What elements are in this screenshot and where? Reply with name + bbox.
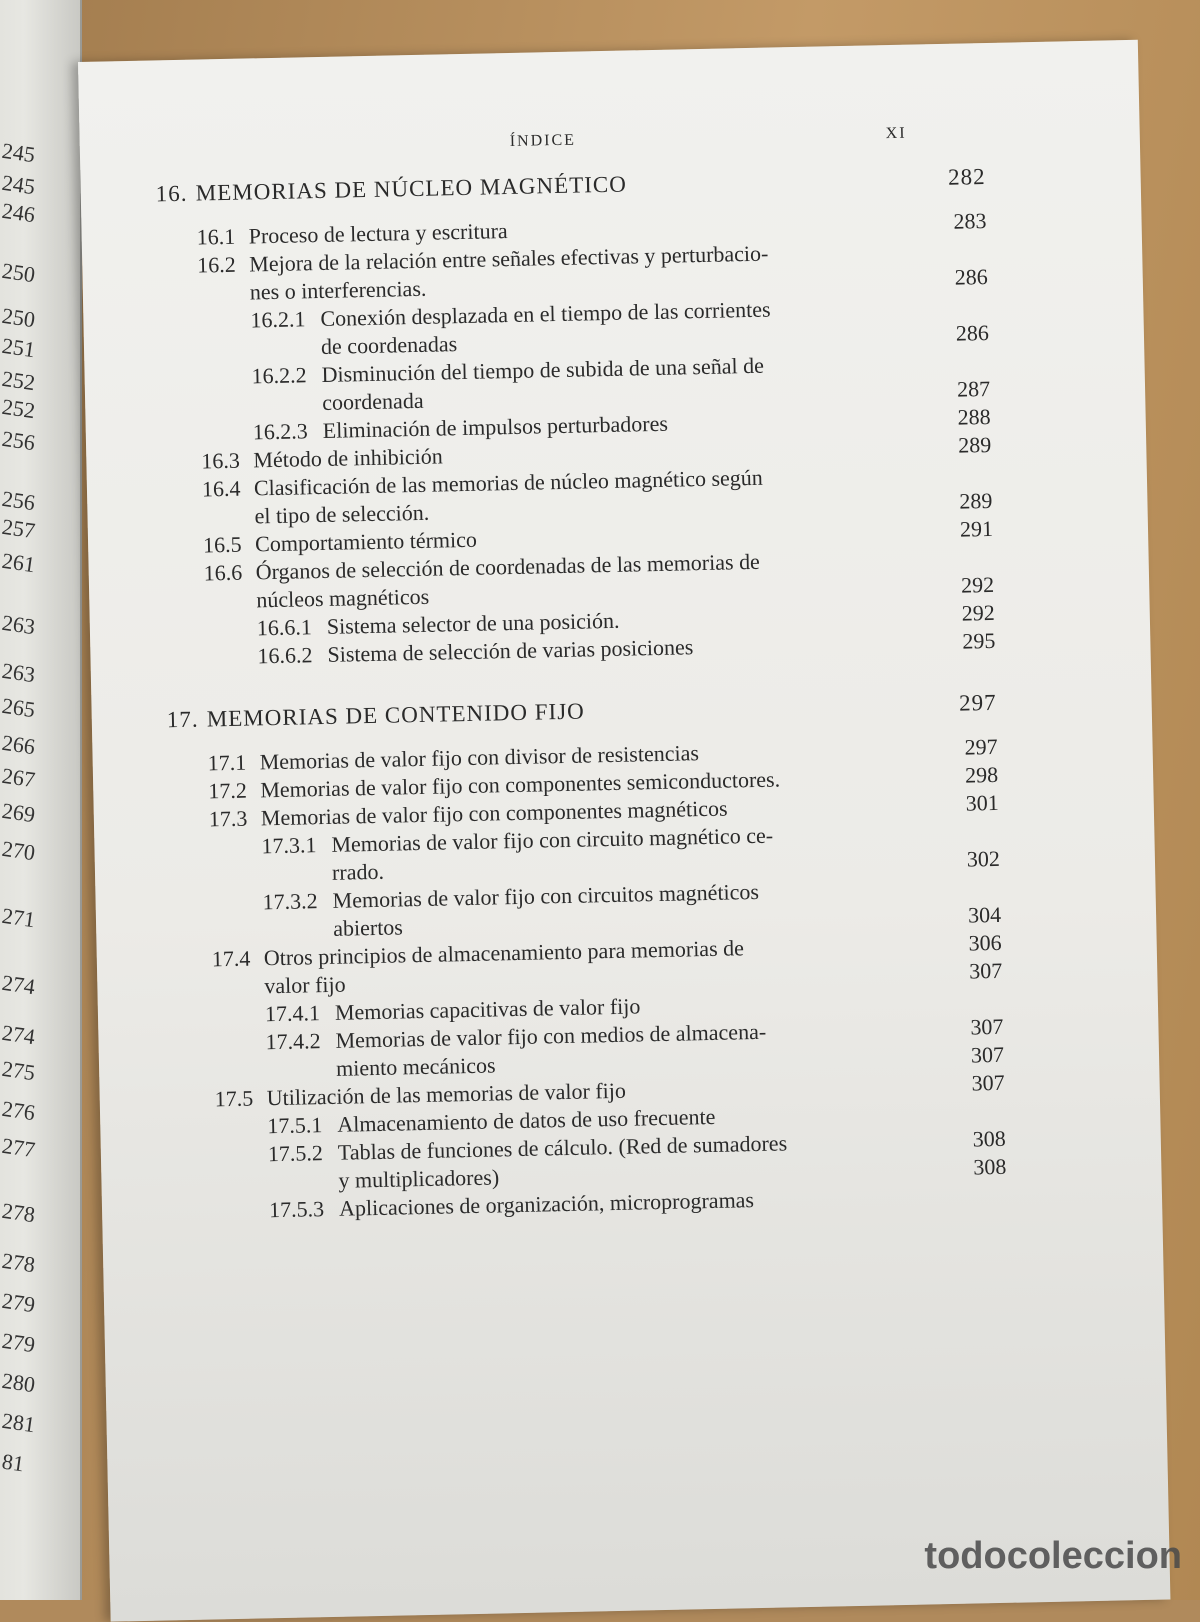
margin-page-number: 250	[0, 302, 37, 333]
toc-title: Memorias de valor fijo con componentes magnéticos	[260, 795, 728, 831]
toc-title: nes o interferencias.	[249, 275, 427, 305]
toc-number: 17.5.3	[268, 1196, 325, 1223]
toc-page-number: 283	[953, 208, 987, 234]
toc-title: Proceso de lectura y escritura	[248, 218, 508, 249]
toc-page-number: 302	[966, 845, 1001, 872]
margin-page-number: 250	[0, 257, 37, 288]
folio: XI	[885, 124, 907, 143]
toc-section	[174, 1069, 1005, 1112]
toc-title: núcleos magnéticos	[256, 583, 430, 613]
toc-page-number: 307	[968, 957, 1003, 984]
toc-title: y multiplicadores)	[338, 1164, 500, 1193]
toc-title: Disminución del tiempo de subida de una señal de	[321, 352, 765, 387]
watermark-logo: todocoleccion	[924, 1535, 1182, 1577]
toc-number: 16.4	[201, 475, 241, 502]
toc-title: abiertos	[332, 914, 404, 941]
toc-page-number: 287	[956, 375, 991, 402]
toc-number: 16.5	[202, 531, 242, 558]
toc-page-number: 286	[955, 319, 990, 346]
toc-number: 17.2	[208, 777, 248, 804]
toc-title: Utilización de las memorias de valor fijo	[266, 1077, 627, 1111]
toc-title: Comportamiento térmico	[254, 526, 478, 557]
toc-number: 17.3.2	[262, 888, 318, 915]
toc-number: 16.2.2	[251, 362, 307, 389]
toc-page-number: 289	[959, 487, 993, 514]
toc-title: Mejora de la relación entre señales efectivas y perturbacio-	[249, 240, 769, 277]
toc-number: 16.	[155, 180, 188, 207]
toc-title: Sistema de selección de varias posiciones	[327, 634, 694, 667]
margin-page-number: 256	[0, 485, 37, 516]
margin-page-number: 261	[0, 547, 37, 578]
margin-page-number: 276	[0, 1095, 37, 1126]
toc-title: de coordenadas	[320, 331, 458, 359]
margin-page-number: 275	[0, 1055, 37, 1086]
margin-page-number: 252	[0, 365, 37, 396]
toc-page-number: 282	[947, 164, 986, 190]
toc-number: 16.2.3	[252, 418, 309, 445]
toc-number: 17.1	[207, 749, 247, 776]
toc-number: 17.4	[211, 945, 251, 972]
toc-title: Método de inhibición	[253, 443, 444, 473]
toc-number: 17.5.2	[267, 1140, 324, 1167]
toc-page-number: 304	[967, 901, 1002, 928]
toc-number: 17.	[166, 706, 199, 733]
toc-title: Órganos de selección de coordenadas de las memorias de	[255, 548, 761, 585]
toc-page-number: 291	[959, 515, 994, 542]
toc-number: 16.2	[197, 251, 237, 278]
previous-page-edge	[0, 0, 82, 1600]
toc-title: Clasificación de las memorias de núcleo magnético según	[253, 464, 763, 501]
running-title: ÍNDICE	[509, 131, 577, 150]
margin-page-number: 270	[0, 835, 37, 866]
margin-page-number: 274	[0, 969, 37, 1000]
toc-page-number: 286	[954, 263, 988, 290]
toc-page-number: 289	[957, 431, 992, 458]
toc-number: 16.3	[201, 447, 241, 474]
toc-page-number: 295	[962, 627, 996, 654]
toc-subsection	[177, 1181, 987, 1223]
toc-title: MEMORIAS DE NÚCLEO MAGNÉTICO	[195, 171, 628, 206]
toc-subsection	[159, 347, 969, 389]
toc-number: 16.6.2	[257, 642, 313, 669]
margin-page-number: 256	[0, 425, 37, 456]
margin-page-number: 281	[0, 1407, 37, 1438]
toc-title: coordenada	[321, 387, 424, 415]
toc-page-number: 306	[968, 929, 1002, 956]
toc-title: Memorias de valor fijo con circuitos magnéticos	[332, 878, 760, 913]
toc-number: 16.1	[196, 223, 236, 250]
margin-page-number: 257	[0, 513, 37, 544]
toc-title: miento mecánicos	[335, 1052, 496, 1081]
toc-page-number: 292	[961, 599, 995, 626]
toc-number: 16.6	[203, 559, 243, 586]
toc-number: 17.5	[214, 1085, 254, 1112]
toc-title: Tablas de funciones de cálculo. (Red de sumadores	[337, 1130, 788, 1165]
margin-page-number: 266	[0, 729, 37, 760]
toc-subsection	[170, 873, 980, 915]
toc-page-number: 307	[970, 1013, 1004, 1040]
margin-page-number: 277	[0, 1132, 37, 1163]
margin-page-number: 279	[0, 1327, 37, 1358]
margin-page-number: 263	[0, 609, 37, 640]
toc-title: Eliminación de impulsos perturbadores	[322, 410, 669, 443]
previous-page-numbers	[0, 0, 37, 1600]
margin-page-number: 245	[0, 169, 37, 200]
margin-page-number: 278	[0, 1197, 37, 1228]
margin-page-number: 280	[0, 1367, 37, 1398]
toc-number: 16.6.1	[256, 614, 313, 641]
toc-number: 17.5.1	[267, 1112, 323, 1139]
margin-page-number: 274	[0, 1019, 37, 1050]
toc-page-number: 307	[970, 1041, 1005, 1068]
toc-section	[156, 207, 987, 250]
toc-number: 17.4.1	[264, 1000, 321, 1027]
toc-title: Memorias capacitivas de valor fijo	[334, 993, 641, 1025]
toc-chapter	[166, 689, 997, 733]
toc-title: Memorias de valor fijo con medios de almacena-	[335, 1018, 767, 1053]
toc-number: 17.3	[208, 805, 248, 832]
margin-page-number: 246	[0, 197, 37, 228]
toc-number: 17.3.1	[261, 832, 317, 859]
toc-title: rrado.	[331, 858, 385, 885]
toc-page-number: 301	[965, 789, 999, 816]
toc-page-number: 292	[960, 571, 995, 598]
toc-title: Memorias de valor fijo con componentes semiconductores.	[260, 766, 781, 803]
margin-page-number: 279	[0, 1287, 37, 1318]
book-page	[78, 40, 1170, 1622]
toc-number: 16.2.1	[250, 306, 306, 333]
margin-page-number: 245	[0, 137, 37, 168]
margin-page-number: 81	[0, 1448, 26, 1477]
toc-title: Sistema selector de una posición.	[326, 607, 620, 639]
margin-page-number: 263	[0, 657, 37, 688]
toc-page-number: 297	[964, 733, 998, 760]
toc-title: Memorias de valor fijo con divisor de resistencias	[259, 740, 700, 775]
toc-title: Otros principios de almacenamiento para memorias de	[263, 935, 745, 971]
margin-page-number: 265	[0, 692, 37, 723]
toc-title: el tipo de selección.	[254, 499, 430, 529]
toc-page-number: 288	[957, 403, 991, 430]
margin-page-number: 251	[0, 332, 37, 363]
toc-title: Aplicaciones de organización, microprogramas	[338, 1187, 755, 1221]
toc-number: 17.4.2	[265, 1028, 321, 1055]
toc-title: Almacenamiento de datos de uso frecuente	[337, 1103, 716, 1137]
toc-page-number: 298	[964, 761, 999, 788]
toc-page-number: 307	[971, 1069, 1005, 1096]
toc-title: MEMORIAS DE CONTENIDO FIJO	[206, 698, 585, 732]
margin-page-number: 267	[0, 762, 37, 793]
toc-title: valor fijo	[264, 971, 346, 999]
margin-page-number: 278	[0, 1247, 37, 1278]
toc-title: Conexión desplazada en el tiempo de las corrientes	[320, 296, 771, 331]
toc-page-number: 297	[958, 689, 997, 716]
margin-page-number: 271	[0, 902, 37, 933]
toc-page-number: 308	[972, 1125, 1007, 1152]
margin-page-number: 252	[0, 393, 37, 424]
toc-title: Memorias de valor fijo con circuito magnético ce-	[331, 822, 774, 857]
toc-page-number: 308	[973, 1153, 1007, 1180]
margin-page-number: 269	[0, 797, 37, 828]
